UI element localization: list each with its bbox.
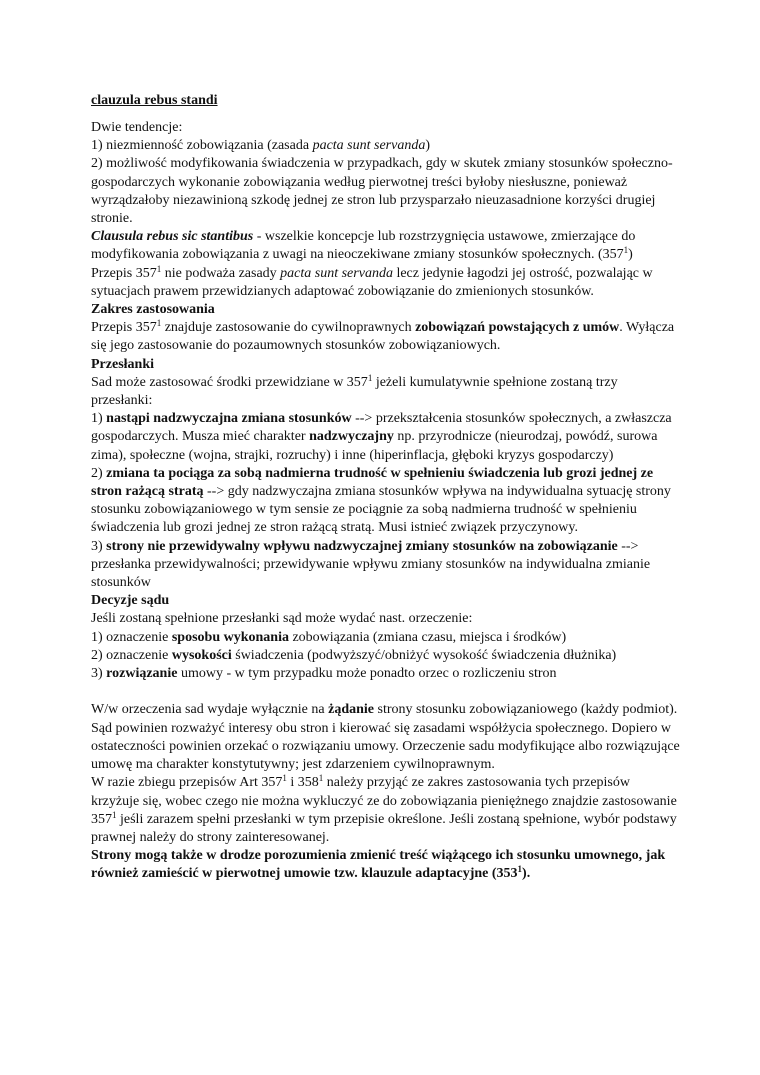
przeslanki-heading: Przesłanki: [91, 356, 154, 372]
zakres-paragraph: Przepis $357^1$ znajduje zastosowanie do cywilnoprawnych zobowiązań powstających z umów. Wyłącza się jego zastosowanie do pozaumownych stosunków zobowiązaniowych.: [91, 318, 675, 354]
clausula-definition: Clausula rebus sic stantibus - wszelkie koncepcje lub rozstrzygnięcia ustawowe, zmierzające do modyfikowania zobowiązania z uwagi na nieoczekiwane zmiany stosunków społecznych. $(357^1)$: [91, 229, 636, 263]
tendencies-heading: Dwie tendencje:: [91, 120, 183, 135]
przeslanki-intro: Sad może zastosować środki przewidziane w $357^1$ jeżeli kumulatywnie spełnione zostaną trzy przesłanki:: [91, 372, 618, 409]
przeslanka-1: 1) nastąpi nadzwyczajna zmiana stosunków --> przekształcenia stosunków społecznych, a zwłaszcza gospodarczych. Musza mieć charakter nadzwyczajny np. przyrodnicze (nieurodzaj, powódź, surowa zima), społeczne (wojna, strajki, rozruchy) i inne (hiperinflacja, głęboki kryzys gospodarczy): [91, 411, 672, 463]
przepis-paragraph: Przepis $357^1$ nie podważa zasady pacta sunt servanda lecz jedynie łagodzi jej ostrość, pozwalając w sytuacjach prawem przewidzianych adaptować zobowiązanie do zmienionych stosunków.: [91, 263, 653, 299]
przeslanka-3: 3) strony nie przewidywalny wpływu nadzwyczajnej zmiany stosunków na zobowiązanie --> przesłanka przewidywalności; przewidywanie wpływu zmiany stosunków na indywidualna zmianie stosunków: [91, 538, 651, 591]
decyzje-heading: Decyzje sądu: [91, 593, 170, 609]
tendency-2: 2) możliwość modyfikowania świadczenia w przypadkach, gdy w skutek zmiany stosunków społeczno- gospodarczych wykonanie zobowiązania według pierwotnej treści byłoby niesłuszne, ponieważ wyrządzałoby niezawinioną szkodę jednej ze stron lub przysparzało nieuzasadnione korzyści drugiej stronie.: [91, 156, 673, 227]
decyzje-intro: Jeśli zostaną spełnione przesłanki sąd może wydać nast. orzeczenie:: [91, 611, 473, 627]
decyzja-2: 2) oznaczenie wysokości świadczenia (podwyższyć/obniżyć wysokość świadczenia dłużnika): [91, 647, 617, 663]
decyzja-3: 3) rozwiązanie umowy - w tym przypadku może ponadto orzec o rozliczeniu stron: [91, 666, 557, 682]
document-title: clauzula rebus standi: [91, 93, 218, 108]
decyzja-1: 1) oznaczenie sposobu wykonania zobowiązania (zmiana czasu, miejsca i środków): [91, 629, 567, 645]
zbieg-paragraph: W razie zbiegu przepisów Art $357^1$ i $358^1$ należy przyjąć ze zakres zastosowania tych przepisów krzyżuje się, wobec czego nie można wykluczyć ze do zobowiązania pieniężnego znajdzie zastosowanie $357^1$ jeśli zarazem spełni przesłanki w tym przepisie określone. Jeśli zostaną spełnione, wybór podstawy prawnej należy do strony zainteresowanej.: [91, 773, 677, 845]
blank-line: [91, 683, 680, 701]
przeslanka-2: 2) zmiana ta pociąga za sobą nadmierna trudność w spełnieniu świadczenia lub grozi jednej ze stron rażącą stratą --> gdy nadzwyczajna zmiana stosunków wpływa na indywidualna sytuację strony stosunku zobowiązaniowego w tym sensie ze pociągnie za sobą nadmierna trudność w spełnieniu świadczenia lub grozi jednej ze stron rażącą stratą. Musi istnieć związek przyczynowy.: [91, 465, 671, 536]
zakres-heading: Zakres zastosowania: [91, 302, 215, 318]
tendency-1: 1) niezmienność zobowiązania (zasada pacta sunt servanda): [91, 138, 430, 154]
ww-paragraph: W/w orzeczenia sad wydaje wyłącznie na żądanie strony stosunku zobowiązaniowego (każdy podmiot). Sąd powinien rozważyć interesy obu stron i kierować się zasadami współżycia społecznego. Dopiero w ostateczności powinien orzekać o rozwiązaniu umowy. Orzeczenie sadu modyfikujące albo rozwiązujące umowę ma charakter konstytutywny; jest zdarzeniem cywilnoprawnym.: [91, 702, 680, 773]
final-paragraph: Strony mogą także w drodze porozumienia zmienić treść wiążącego ich stosunku umownego, jak również zamieścić w pierwotnej umowie tzw. klauzule adaptacyjne $(353^1)$.: [91, 848, 666, 882]
